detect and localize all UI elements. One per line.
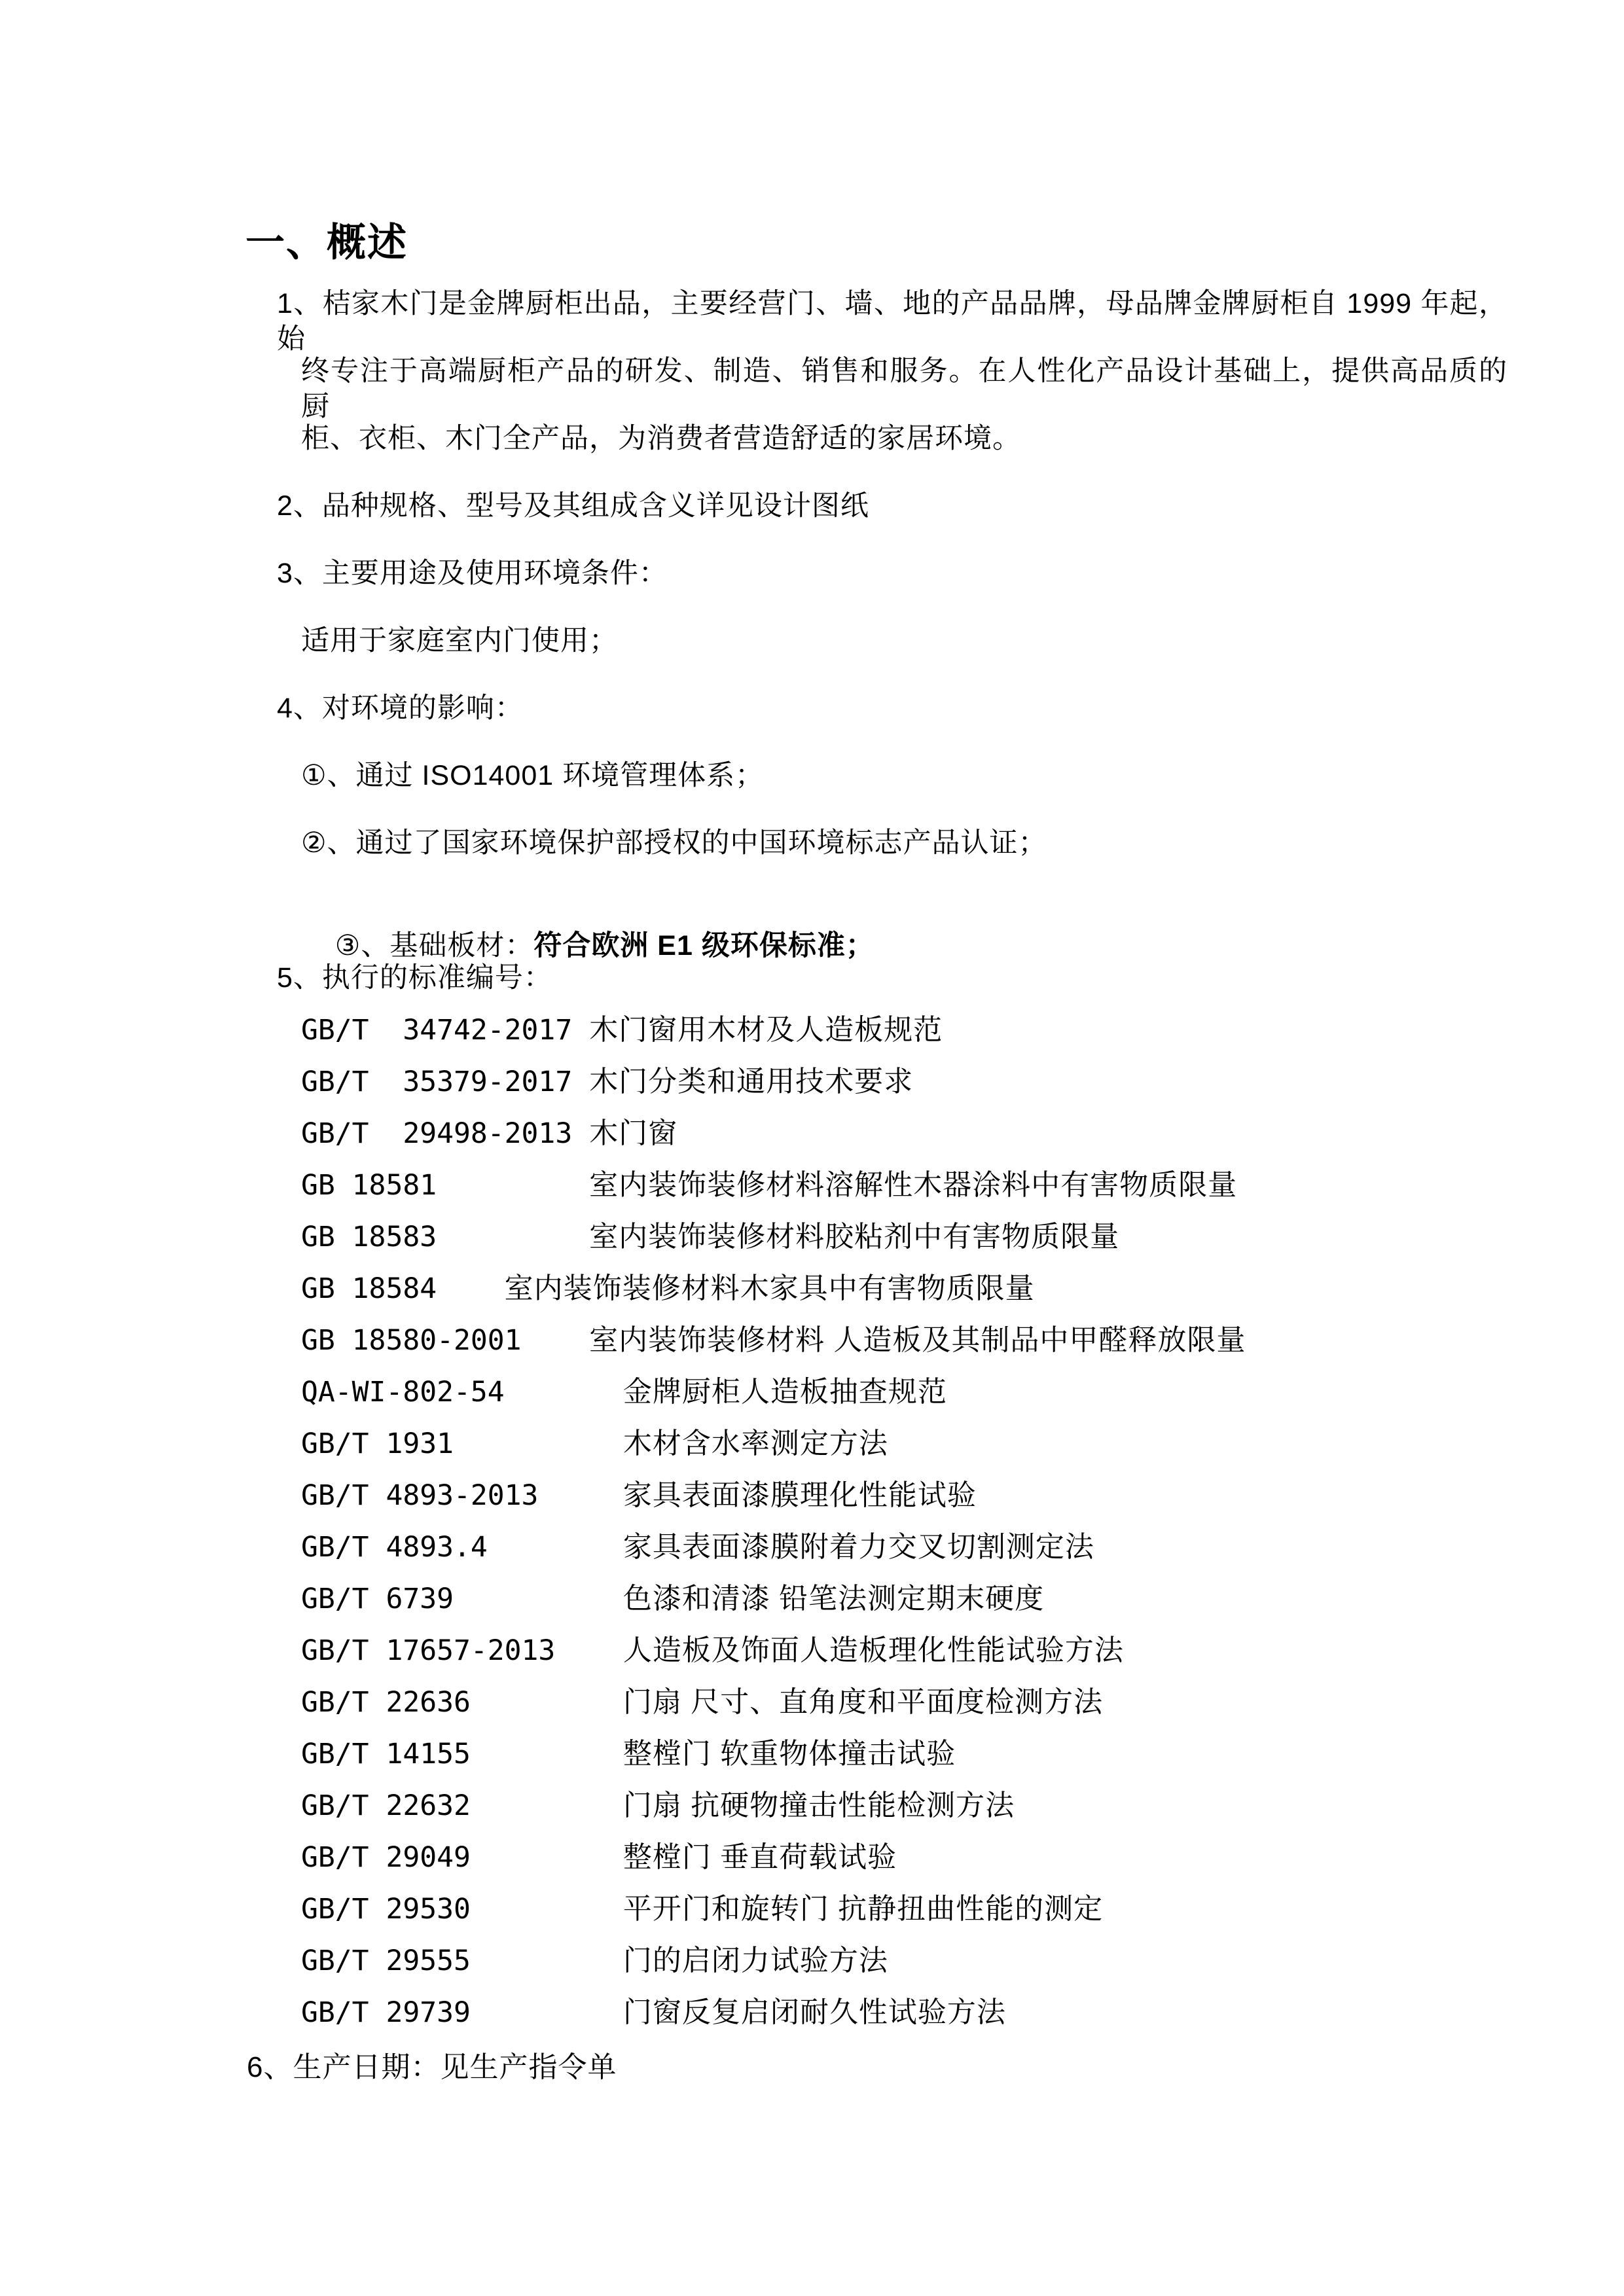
standard-row <box>301 1366 1545 1418</box>
standard-code: GB/T 17657-2013 <box>301 1634 623 1667</box>
standards-list <box>301 1004 1545 2038</box>
standard-code: GB 18580-2001 <box>301 1324 590 1357</box>
standard-desc: 整樘门 软重物体撞击试验 <box>623 1738 956 1770</box>
standard-row <box>301 1831 1545 1883</box>
standard-code: GB/T 22632 <box>301 1789 623 1822</box>
standard-code: GB/T 22636 <box>301 1686 623 1719</box>
item-1-line-1: 1、桔家木门是金牌厨柜出品，主要经营门、墙、地的产品品牌，母品牌金牌厨柜自 1999 年起，始 <box>277 288 1507 355</box>
standard-row <box>301 1573 1545 1624</box>
standard-row <box>301 1004 1545 1056</box>
item-3: 3、主要用途及使用环境条件： <box>277 558 668 589</box>
standard-row <box>301 1159 1545 1211</box>
item-4-sub-1: ①、通过 ISO14001 环境管理体系； <box>301 760 765 791</box>
standard-code: GB/T 6739 <box>301 1583 623 1615</box>
standard-code: GB/T 29555 <box>301 1945 623 1977</box>
standard-row <box>301 1883 1545 1935</box>
standard-code: QA-WI-802-54 <box>301 1376 623 1408</box>
item-5: 5、执行的标准编号： <box>277 962 552 994</box>
standard-row <box>301 1728 1545 1780</box>
standard-desc: 门的启闭力试验方法 <box>623 1945 888 1977</box>
standard-row <box>301 1263 1545 1314</box>
item-4-sub-3-bold-phrase: 符合欧洲 E1 级环保标准； <box>533 929 875 961</box>
standard-row <box>301 1211 1545 1263</box>
standard-row <box>301 1056 1545 1107</box>
standard-code: GB/T 1931 <box>301 1427 623 1460</box>
standard-code: GB/T 29530 <box>301 1893 623 1926</box>
standard-row <box>301 1986 1545 2038</box>
item-3-sub: 适用于家庭室内门使用； <box>301 625 618 656</box>
standard-desc: 金牌厨柜人造板抽查规范 <box>623 1376 947 1408</box>
item-1-line-3: 柜、衣柜、木门全产品，为消费者营造舒适的家居环境。 <box>301 423 1021 454</box>
standard-desc: 人造板及饰面人造板理化性能试验方法 <box>623 1634 1124 1666</box>
standard-code: GB/T 29739 <box>301 1996 623 2029</box>
standard-row <box>301 1935 1545 1986</box>
standard-desc: 平开门和旋转门 抗静扭曲性能的测定 <box>623 1893 1104 1925</box>
standard-code: GB 18581 <box>301 1169 590 1202</box>
standard-desc: 门扇 尺寸、直角度和平面度检测方法 <box>623 1686 1104 1718</box>
standard-code: GB 18584 <box>301 1272 505 1305</box>
standard-desc: 门窗反复启闭耐久性试验方法 <box>623 1996 1006 2028</box>
standard-desc: 整樘门 垂直荷载试验 <box>623 1841 897 1873</box>
standard-row <box>301 1469 1545 1521</box>
standard-row <box>301 1624 1545 1676</box>
item-4-sub-3-prefix: ③、基础板材： <box>334 929 534 961</box>
standard-desc: 室内装饰装修材料 人造板及其制品中甲醛释放限量 <box>589 1324 1246 1356</box>
standard-row <box>301 1676 1545 1728</box>
item-4-sub-2: ②、通过了国家环境保护部授权的中国环境标志产品认证； <box>301 827 1047 859</box>
standard-code: GB/T 4893.4 <box>301 1531 623 1564</box>
standard-row <box>301 1521 1545 1573</box>
standard-desc: 木材含水率测定方法 <box>623 1427 888 1460</box>
item-1-line-2: 终专注于高端厨柜产品的研发、制造、销售和服务。在人性化产品设计基础上，提供高品质的厨 <box>301 355 1507 422</box>
standard-row <box>301 1314 1545 1366</box>
standard-code: GB/T 34742-2017 <box>301 1014 590 1047</box>
item-4: 4、对环境的影响： <box>277 692 524 724</box>
item-6: 6、生产日期：见生产指令单 <box>247 2051 617 2083</box>
section-heading: 一、概述 <box>245 221 408 264</box>
standard-desc: 家具表面漆膜理化性能试验 <box>623 1479 977 1511</box>
standard-code: GB/T 29498-2013 <box>301 1117 590 1150</box>
standard-code: GB/T 35379-2017 <box>301 1066 590 1098</box>
standard-code: GB 18583 <box>301 1221 590 1253</box>
standard-row <box>301 1780 1545 1831</box>
standard-desc: 色漆和清漆 铅笔法测定期末硬度 <box>623 1583 1045 1615</box>
item-2: 2、品种规格、型号及其组成含义详见设计图纸 <box>277 490 869 522</box>
standard-desc: 门扇 抗硬物撞击性能检测方法 <box>623 1789 1015 1821</box>
standard-code: GB/T 29049 <box>301 1841 623 1874</box>
standard-desc: 木门分类和通用技术要求 <box>589 1066 914 1098</box>
standard-desc: 木门窗 <box>589 1117 678 1149</box>
standard-desc: 木门窗用木材及人造板规范 <box>589 1014 943 1046</box>
standard-code: GB/T 14155 <box>301 1738 623 1770</box>
standard-desc: 室内装饰装修材料胶粘剂中有害物质限量 <box>589 1221 1120 1253</box>
standard-row <box>301 1418 1545 1469</box>
standard-desc: 室内装饰装修材料溶解性木器涂料中有害物质限量 <box>589 1169 1238 1201</box>
standard-row <box>301 1107 1545 1159</box>
standard-desc: 家具表面漆膜附着力交叉切割测定法 <box>623 1531 1094 1563</box>
standard-desc: 室内装饰装修材料木家具中有害物质限量 <box>504 1272 1035 1304</box>
standard-code: GB/T 4893-2013 <box>301 1479 623 1512</box>
